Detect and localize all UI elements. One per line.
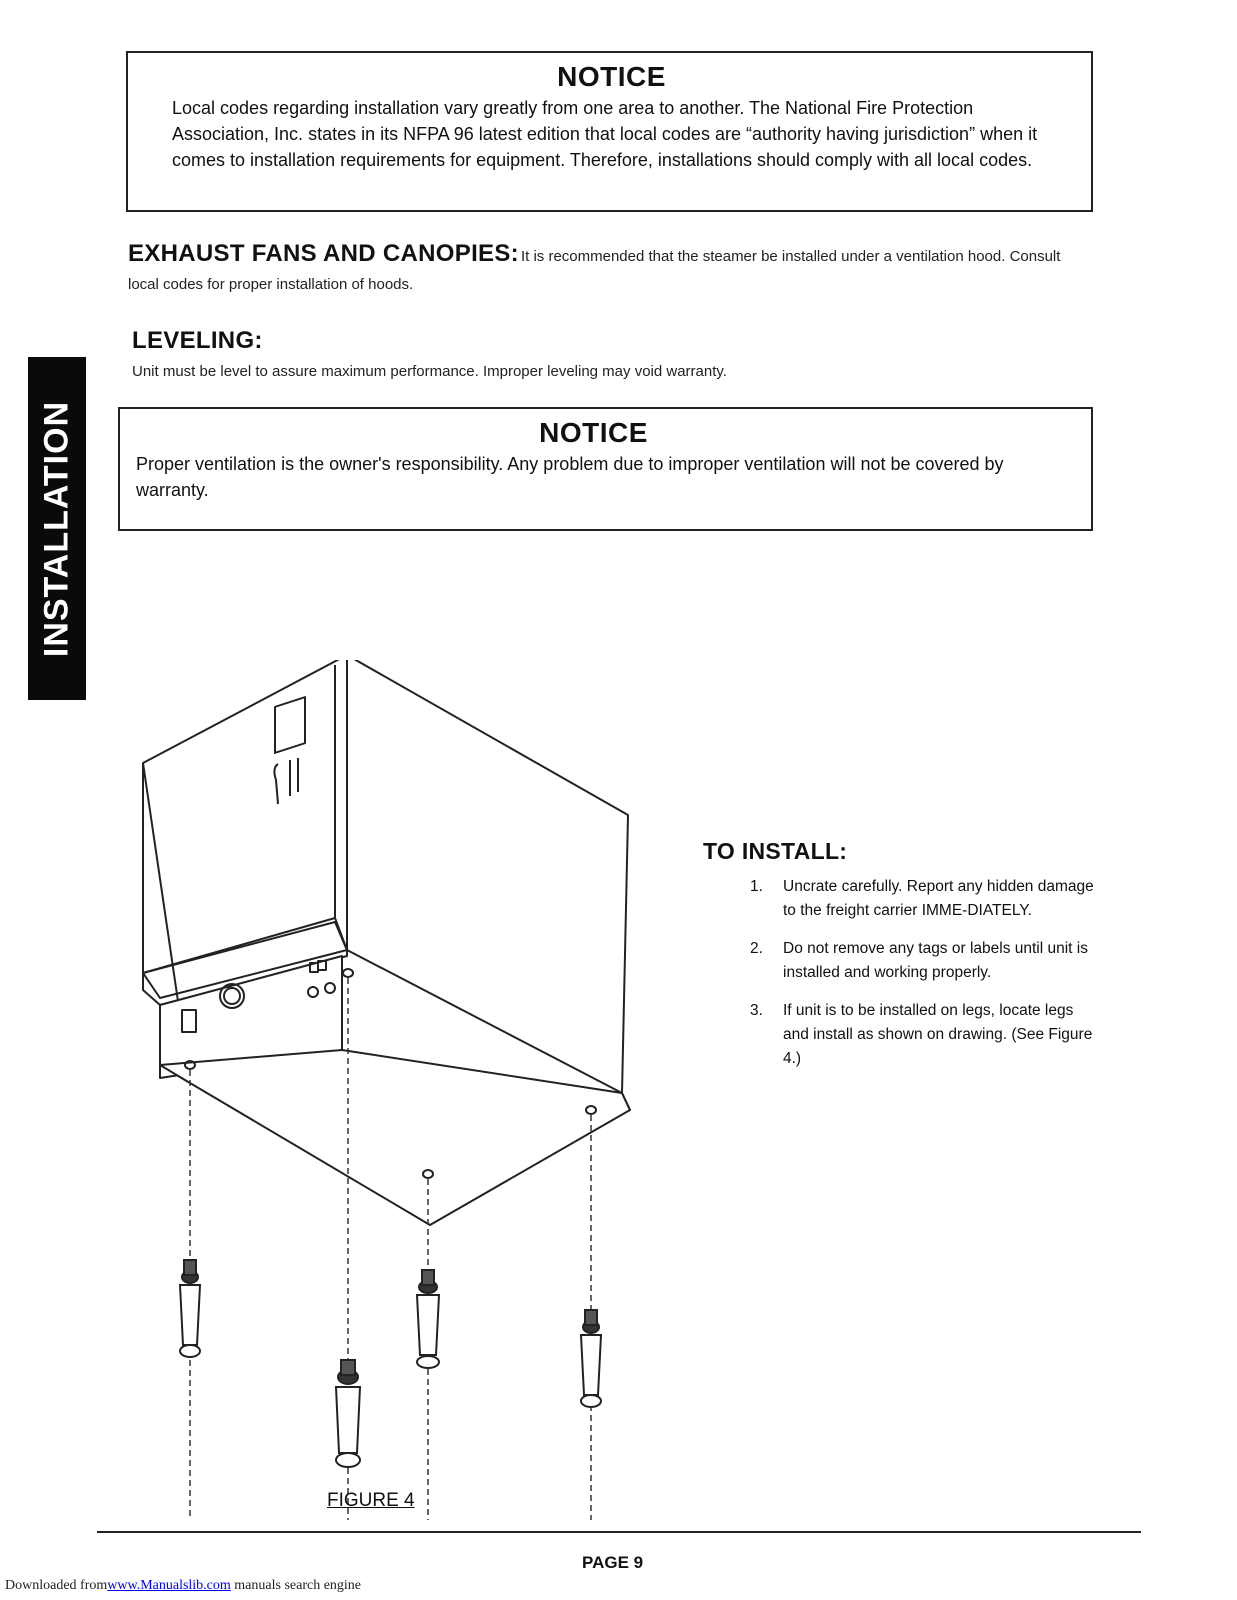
cabinet-bottom	[160, 1050, 630, 1225]
install-steps	[703, 875, 1098, 1071]
figure-caption: FIGURE 4	[327, 1490, 415, 1511]
exhaust-section	[128, 240, 1078, 299]
step-number: 2.	[750, 940, 763, 957]
exhaust-text: It is recommended that the steamer be installed under a ventilation hood. Consult local codes for proper installation of hoods.	[128, 248, 1061, 293]
step-number: 1.	[750, 878, 763, 895]
leveling-leg	[180, 1260, 200, 1357]
manualslib-link[interactable]: www.Manualslib.com	[107, 1578, 231, 1593]
side-tab-label: INSTALLATION	[37, 400, 76, 657]
leg-hole	[343, 969, 353, 977]
footer-suffix: manuals search engine	[230, 1578, 362, 1593]
install-step	[703, 999, 1098, 1071]
page-number: PAGE 9	[582, 1553, 644, 1572]
notice-title: NOTICE	[557, 61, 666, 92]
step-text: Do not remove any tags or labels until unit is installed and working properly.	[783, 940, 1088, 981]
footer-divider	[97, 1531, 1141, 1533]
cabinet-side-face	[347, 660, 628, 1093]
download-footer	[5, 1578, 361, 1594]
leveling-leg	[336, 1360, 360, 1467]
leveling-heading: LEVELING:	[132, 327, 263, 354]
step-text: Uncrate carefully. Report any hidden damage to the freight carrier IMME-DIATELY.	[783, 878, 1094, 919]
leveling-section	[132, 327, 1082, 381]
notice-box-codes	[126, 51, 1093, 212]
install-step	[703, 937, 1098, 985]
notice-text: Proper ventilation is the owner's responsibility. Any problem due to improper ventilation will not be covered by warranty.	[136, 454, 1004, 500]
notice-title: NOTICE	[539, 417, 648, 448]
leveling-leg	[417, 1270, 439, 1368]
install-step	[703, 875, 1098, 923]
exhaust-heading: EXHAUST FANS AND CANOPIES:	[128, 240, 519, 267]
notice-text: Local codes regarding installation vary greatly from one area to another. The National Fire Protection Association, Inc. states in its NFPA 96 latest edition that local codes are “authority having jurisdiction” when it comes to installation requirements for equipment. Therefore, installations should comply with all local codes.	[172, 98, 1038, 170]
section-side-tab	[28, 357, 86, 700]
footer-prefix: Downloaded from	[5, 1578, 108, 1593]
step-text: If unit is to be installed on legs, locate legs and install as shown on drawing. (See Figure 4.)	[783, 1002, 1093, 1067]
notice-box-ventilation	[118, 407, 1093, 531]
leveling-text: Unit must be level to assure maximum performance. Improper leveling may void warranty.	[132, 363, 727, 380]
steamer-leg-installation-drawing	[130, 660, 650, 1520]
install-instructions	[703, 838, 1098, 1085]
step-number: 3.	[750, 1002, 763, 1019]
install-heading: TO INSTALL:	[703, 838, 848, 864]
leveling-leg	[581, 1310, 601, 1407]
